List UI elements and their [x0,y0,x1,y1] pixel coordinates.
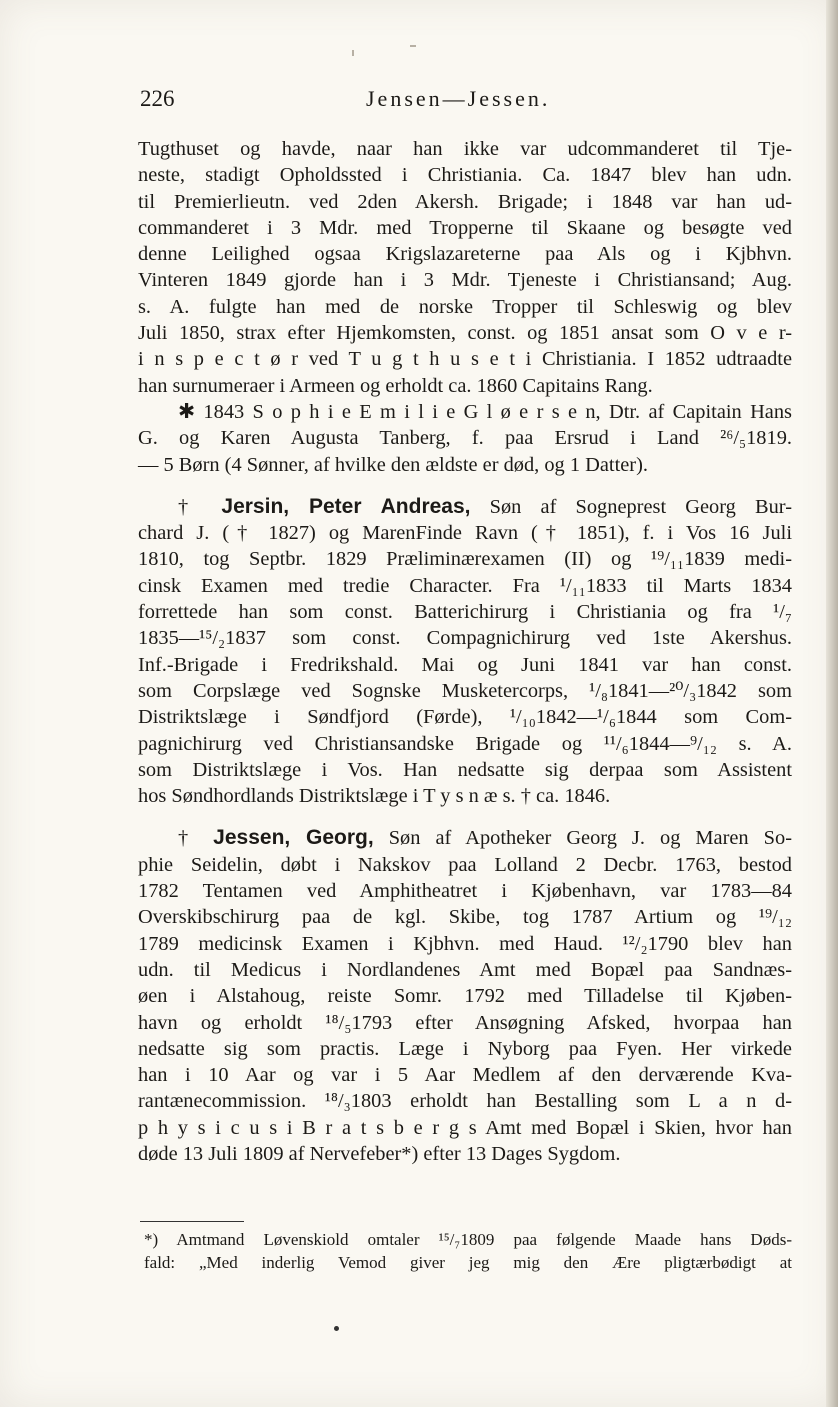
text-line: hos Søndhordlands Distriktslæge i T y s n æ s. † ca. 1846. [138,785,611,808]
footnote [144,1228,792,1274]
footnote-rule [140,1221,244,1222]
text-line: phie Seidelin, døbt i Nakskov paa Lolland 2 Decbr. 1763, bestod [138,853,792,876]
footnote-line: *) Amtmand Løvenskiold omtaler ¹⁵/₇1809 paa følgende Maade hans Døds- [144,1230,792,1249]
text-line: øen i Alstahoug, reiste Somr. 1792 med Tilladelse til Kjøben- [138,985,792,1008]
text-line: Overskibschirurg paa de kgl. Skibe, tog 1787 Artium og ¹⁹/₁₂ [138,906,792,929]
text-line: — 5 Børn (4 Sønner, af hvilke den ældste er død, og 1 Datter). [138,453,648,476]
text-line: til Premierlieutn. ved 2den Akersh. Brigade; i 1848 var han ud- [138,190,792,213]
text-line: Vinteren 1849 gjorde han i 3 Mdr. Tjeneste i Christiansand; Aug. [138,269,792,292]
text-line: p h y s i c u s i B r a t s b e r g s Amt med Bopæl i Skien, hvor han [138,1116,792,1139]
text-line: som Corpslæge ved Sognske Musketercorps, ¹/₈1841—²⁰/₃1842 som [138,679,792,702]
entry-name: Jersin, Peter Andreas, [221,494,471,518]
text-line: havn og erholdt ¹⁸/₅1793 efter Ansøgning Afsked, hvorpaa han [138,1011,792,1034]
text-line: døde 13 Juli 1809 af Nervefeber*) efter 13 Dages Sygdom. [138,1142,621,1165]
body-text [138,136,792,1167]
text-line: som Distriktslæge i Vos. Han nedsatte sig derpaa som Assistent [138,758,792,781]
death-cross: † [178,495,203,518]
entry-jessen [138,825,792,1167]
text-line: chard J. († 1827) og MarenFinde Ravn († 1851), f. i Vos 16 Juli [138,522,792,545]
text-line: denne Leilighed ogsaa Krigslazareterne paa Als og i Kjbhvn. [138,243,792,266]
footnote-line: fald: „Med inderlig Vemod giver jeg mig den Ære pligtærbødigt at [144,1253,792,1272]
text-line: Søn af Apotheker Georg J. og Maren So- [373,827,792,850]
text-line: han i 10 Aar og var i 5 Aar Medlem af den derværende Kva- [138,1064,792,1087]
text-line: commanderet i 3 Mdr. med Tropperne til Skaane og besøgte ved [138,216,792,239]
text-line: 1782 Tentamen ved Amphitheatret i Kjøbenhavn, var 1783—84 [138,880,792,903]
text-line: i n s p e c t ø r ved T u g t h u s e t i Christiania. I 1852 udtraadte [138,348,792,371]
text-line: Juli 1850, strax efter Hjemkomsten, const. og 1851 ansat som O v e r- [138,322,792,345]
text-line: han surnumeraer i Armeen og erholdt ca. 1860 Capitains Rang. [138,374,653,397]
text-line: Tugthuset og havde, naar han ikke var udcommanderet til Tje- [138,138,792,160]
entry-name: Jessen, Georg, [213,826,374,850]
ink-speck [410,45,416,47]
text-line: cinsk Examen med tredie Character. Fra ¹/₁₁1833 til Marts 1834 [138,574,792,597]
text-line: neste, stadigt Opholdssted i Christiania. Ca. 1847 blev han udn. [138,164,792,187]
text-line: rantænecommission. ¹⁸/₃1803 erholdt han Bestalling som L a n d- [138,1090,792,1113]
text-line: G. og Karen Augusta Tanberg, f. paa Ersrud i Land ²⁶/₅1819. [138,427,792,450]
text-line: forrettede han som const. Batterichirurg i Christiania og fra ¹/₇ [138,601,792,624]
ink-speck [352,50,354,56]
text-line: ✱ 1843 S o p h i e E m i l i e G l ø e r s e n, Dtr. af Capitain Hans [178,400,792,423]
text-line: Inf.-Brigade i Fredrikshald. Mai og Juni 1841 var han const. [138,653,792,676]
text-line: nedsatte sig som practis. Læge i Nyborg paa Fyen. Her virkede [138,1037,792,1060]
text-line: s. A. fulgte han med de norske Tropper til Schleswig og blev [138,295,792,318]
entry-first-line [138,825,792,851]
entry-jersin [138,494,792,810]
running-head: Jensen—Jessen. [366,86,551,111]
page-number: 226 [140,86,175,111]
page-edge [826,0,838,1407]
text-line: udn. til Medicus i Nordlandenes Amt med Bopæl paa Sandnæs- [138,958,792,981]
entry-first-line [138,494,792,520]
death-cross: † [178,827,199,850]
text-line: 1789 medicinsk Examen i Kjbhvn. med Haud. ¹²/₂1790 blev han [138,932,792,955]
entry-continuation [138,136,792,478]
text-line: Distriktslæge i Søndfjord (Førde), ¹/₁₀1842—¹/₆1844 som Com- [138,706,792,729]
ink-dot [334,1326,339,1331]
text-line: 1835—¹⁵/₂1837 som const. Compagnichirurg ved 1ste Akershus. [138,627,792,650]
text-line: 1810, tog Septbr. 1829 Præliminærexamen (II) og ¹⁹/₁₁1839 medi- [138,548,792,571]
text-line: Søn af Sogneprest Georg Bur- [470,495,792,518]
text-line: pagnichirurg ved Christiansandske Brigade og ¹¹/₆1844—⁹/₁₂ s. A. [138,732,792,755]
page-header [140,86,790,118]
